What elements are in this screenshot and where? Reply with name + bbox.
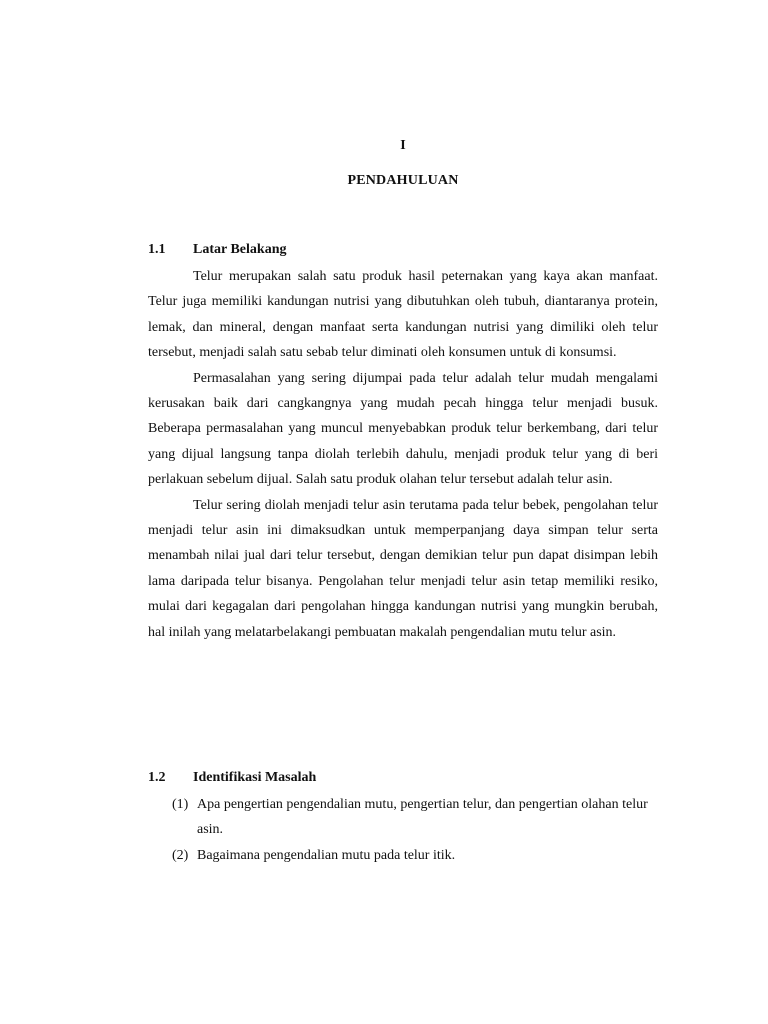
list-item bbox=[172, 792, 662, 843]
section-body-latar-belakang bbox=[148, 264, 658, 645]
problem-list bbox=[172, 792, 662, 868]
paragraph: Permasalahan yang sering dijumpai pada telur adalah telur mudah mengalami kerusakan baik dari cangkangnya yang mudah pecah hingga telur menjadi busuk. Beberapa permasalahan yang muncul menyebabkan produk telur berkembang, dari telur yang dijual langsung tanpa diolah terlebih dahulu, menjadi produk telur yang di beri perlakuan sebelum dijual. Salah satu produk olahan telur tersebut adalah telur asin. bbox=[148, 370, 658, 488]
chapter-title: PENDAHULUAN bbox=[347, 173, 459, 188]
paragraph: Telur sering diolah menjadi telur asin terutama pada telur bebek, pengolahan telur menjadi telur asin ini dimaksudkan untuk memperpanjang daya simpan telur serta menambah nilai jual dari telur tersebut, dengan demikian telur pun dapat disimpan lebih lama daripada telur bisanya. Pengolahan telur menjadi telur asin tetap memiliki resiko, mulai dari kegagalan dari pengolahan hingga kandungan nutrisi yang mungkin berubah, hal inilah yang melatarbelakangi pembuatan makalah pengendalian mutu telur asin. bbox=[148, 497, 658, 640]
section-heading-identifikasi-masalah bbox=[148, 770, 316, 786]
section-title: Latar Belakang bbox=[193, 242, 287, 257]
section-heading-latar-belakang bbox=[148, 242, 286, 258]
section-number: 1.1 bbox=[148, 242, 166, 257]
section-title: Identifikasi Masalah bbox=[193, 770, 317, 785]
paragraph: Telur merupakan salah satu produk hasil peternakan yang kaya akan manfaat. Telur juga memiliki kandungan nutrisi yang dibutuhkan oleh tubuh, diantaranya protein, lemak, dan mineral, dengan manfaat serta kandungan nutrisi yang dimiliki oleh telur tersebut, menjadi salah satu sebab telur diminati oleh konsumen untuk di konsumsi. bbox=[148, 269, 658, 361]
list-item-text: Bagaimana pengendalian mutu pada telur itik. bbox=[197, 847, 456, 863]
list-marker: (2) bbox=[172, 847, 189, 863]
list-item bbox=[172, 843, 662, 868]
list-marker: (1) bbox=[172, 797, 189, 812]
chapter-number: I bbox=[400, 138, 406, 153]
section-number: 1.2 bbox=[148, 770, 166, 785]
list-item-text: Apa pengertian pengendalian mutu, pengertian telur, dan pengertian olahan telur asin. bbox=[197, 797, 648, 838]
